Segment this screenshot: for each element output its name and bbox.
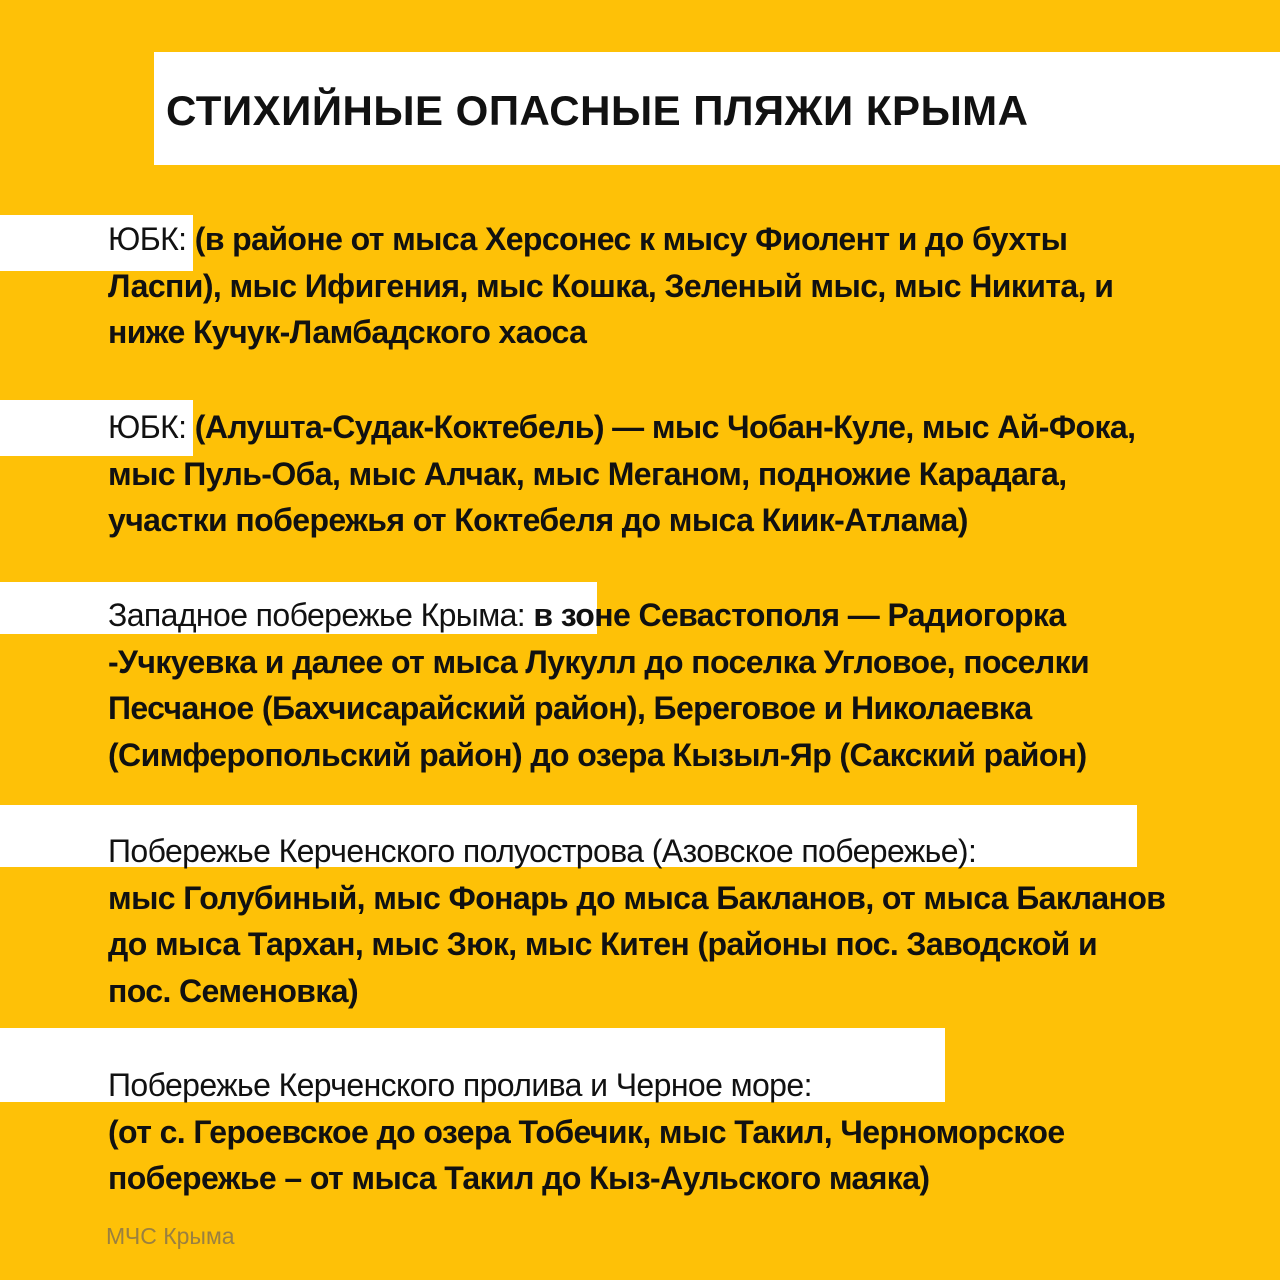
entry-line bbox=[108, 828, 1165, 875]
page-title: СТИХИЙНЫЕ ОПАСНЫЕ ПЛЯЖИ КРЫМА bbox=[166, 87, 1029, 134]
entry-4 bbox=[108, 828, 1165, 1014]
entry-text: (Алушта-Судак-Коктебель) — мыс Чобан-Куле, мыс Ай-Фока, bbox=[194, 409, 1136, 445]
entry-3 bbox=[108, 592, 1089, 778]
entry-line: пос. Семеновка) bbox=[108, 972, 359, 1009]
source-credit: МЧС Крыма bbox=[106, 1223, 235, 1249]
entry-1 bbox=[108, 216, 1113, 356]
entry-line: Песчаное (Бахчисарайский район), Береговое и Николаевка bbox=[108, 690, 1032, 726]
entry-line: (Симферопольский район) до озера Кызыл-Яр (Сакский район) bbox=[108, 736, 1087, 773]
entry-line: мыс Пуль-Оба, мыс Алчак, мыс Меганом, подножие Карадага, bbox=[108, 455, 1067, 492]
entry-line: -Учкуевка и далее от мыса Лукулл до поселка Угловое, поселки bbox=[108, 643, 1090, 680]
entry-line bbox=[108, 404, 1135, 451]
entry-line bbox=[108, 1062, 1065, 1109]
entry-line: Ласпи), мыс Ифигения, мыс Кошка, Зеленый мыс, мыс Никита, и bbox=[108, 267, 1114, 304]
entry-line bbox=[108, 592, 1089, 639]
entry-heading: ЮБК: bbox=[108, 221, 187, 257]
entry-5 bbox=[108, 1062, 1065, 1202]
entry-line: участки побережья от Коктебеля до мыса Киик-Атлама) bbox=[108, 502, 968, 538]
entry-line: ниже Кучук-Ламбадского хаоса bbox=[108, 314, 587, 350]
entry-heading: Побережье Керченского полуострова (Азовское побережье): bbox=[108, 833, 977, 869]
entry-line: мыс Голубиный, мыс Фонарь до мыса Бакланов, от мыса Бакланов bbox=[108, 879, 1166, 916]
entry-line bbox=[108, 216, 1113, 263]
entry-text: (в районе от мыса Херсонес к мысу Фиолент и до бухты bbox=[194, 221, 1068, 257]
entry-line: (от с. Героевское до озера Тобечик, мыс Такил, Черноморское bbox=[108, 1113, 1065, 1150]
entry-heading: Побережье Керченского пролива и Черное море: bbox=[108, 1067, 812, 1103]
entry-line: до мыса Тархан, мыс Зюк, мыс Китен (районы пос. Заводской и bbox=[108, 926, 1098, 962]
entry-2 bbox=[108, 404, 1135, 544]
entry-text: в зоне Севастополя — Радиогорка bbox=[533, 597, 1066, 633]
entry-heading: Западное побережье Крыма: bbox=[108, 597, 526, 633]
entry-line: побережье – от мыса Такил до Кыз-Аульского маяка) bbox=[108, 1160, 930, 1196]
entry-heading: ЮБК: bbox=[108, 409, 187, 445]
